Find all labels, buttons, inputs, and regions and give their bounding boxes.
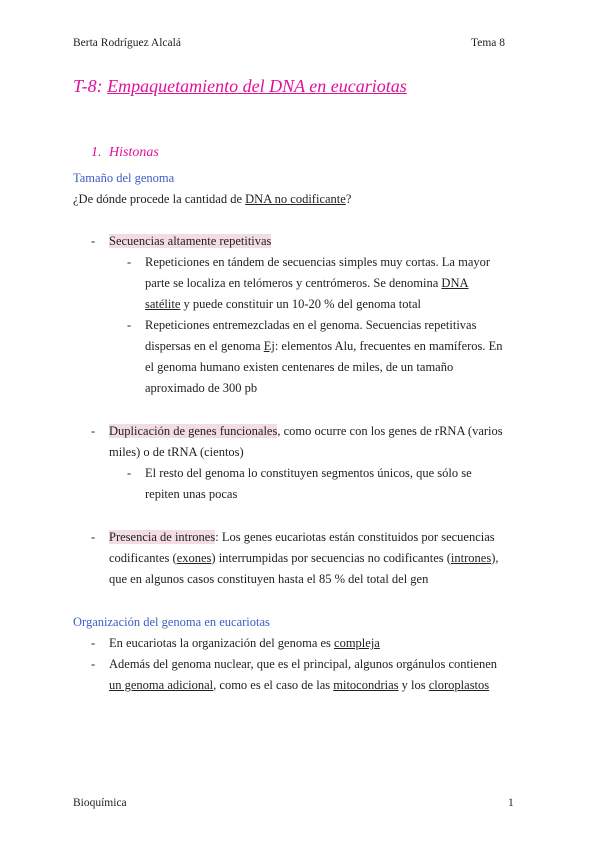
footer-subject: Bioquímica (73, 797, 127, 809)
section-label: Histonas (109, 145, 159, 160)
underlined-exones: exones (176, 551, 212, 565)
sub-tandem-line-1: Repeticiones en tándem de secuencias simples muy cortas. La mayor (145, 255, 491, 269)
text: : elementos Alu, frecuentes en mamíferos. En (274, 339, 503, 353)
question-underlined: DNA no codificante (245, 192, 346, 206)
underlined-cloroplastos: cloroplastos (428, 678, 490, 692)
bullet-dash: - (91, 530, 96, 544)
underlined-compleja: compleja (334, 636, 380, 650)
bullet-dash: - (127, 318, 132, 332)
question-mark: ? (345, 192, 352, 206)
text: : Los genes eucariotas están constituidos por secuencias (215, 530, 495, 544)
sub-interspersed-line-4: aproximado de 300 pb (145, 381, 258, 395)
header-author: Berta Rodríguez Alcalá (73, 37, 181, 49)
sub-unique-line-1: El resto del genoma lo constituyen segmentos únicos, que sólo se (145, 466, 472, 480)
footer-page-number: 1 (508, 797, 514, 809)
underlined-mitocondrias: mitocondrias (333, 678, 399, 692)
sub-tandem-line-2 (145, 273, 469, 294)
text: dispersas en el genoma (145, 339, 264, 353)
sub-interspersed-line-2 (145, 336, 503, 357)
sub-interspersed-line-3: el genoma humano existen centenares de miles, de un tamaño (145, 360, 454, 374)
text: En eucariotas la organización del genoma es (109, 636, 335, 650)
underlined-intrones: intrones (450, 551, 492, 565)
text: parte se localiza en telómeros y centrómeros. Se denomina (145, 276, 442, 290)
bullet-dash: - (91, 424, 96, 438)
section-number: 1. (91, 145, 102, 160)
org-item-2-line-2 (109, 675, 489, 696)
item-introns-line-1 (109, 527, 495, 548)
title-prefix: T-8: (73, 76, 108, 96)
highlight-introns: Presencia de intrones (109, 530, 216, 544)
bullet-dash: - (91, 234, 96, 248)
subheading-genome-size: Tamaño del genoma (73, 171, 175, 185)
item-duplication-line-2: miles) o de tRNA (cientos) (109, 445, 244, 459)
text: ) interrumpidas por secuencias no codificantes ( (211, 551, 451, 565)
text: y los (398, 678, 429, 692)
bullet-dash: - (127, 255, 132, 269)
question-line (73, 189, 351, 210)
underlined-satelite: satélite (145, 297, 181, 311)
subheading-organization: Organización del genoma en eucariotas (73, 615, 270, 629)
sub-interspersed-line-1: Repeticiones entremezcladas en el genoma. Secuencias repetitivas (145, 318, 477, 332)
sub-unique-line-2: repiten unas pocas (145, 487, 238, 501)
item-introns-line-3: que en algunos casos constituyen hasta el 85 % del total del gen (109, 572, 429, 586)
highlight-duplication: Duplicación de genes funcionales (109, 424, 278, 438)
bullet-dash: - (91, 657, 96, 671)
header-topic: Tema 8 (471, 37, 506, 49)
text: , como es el caso de las (213, 678, 334, 692)
highlight-repetitive: Secuencias altamente repetitivas (109, 234, 272, 248)
item-repetitive-label (109, 231, 271, 252)
org-item-1 (109, 633, 380, 654)
item-duplication-line-1 (109, 421, 503, 442)
text: y puede constituir un 10-20 % del genoma total (180, 297, 421, 311)
underlined-ej: Ej (263, 339, 275, 353)
sub-tandem-line-3 (145, 294, 421, 315)
item-introns-line-2 (109, 548, 498, 569)
question-text: ¿De dónde procede la cantidad de (73, 192, 246, 206)
text: codificantes ( (109, 551, 177, 565)
bullet-dash: - (91, 636, 96, 650)
section-heading-histonas (91, 145, 159, 161)
underlined-dna: DNA (441, 276, 469, 290)
page-title (73, 76, 407, 97)
bullet-dash: - (127, 466, 132, 480)
text: ), (491, 551, 499, 565)
org-item-2-line-1: Además del genoma nuclear, que es el principal, algunos orgánulos contienen (109, 657, 498, 671)
title-main: Empaquetamiento del DNA en eucariotas (107, 76, 407, 96)
text: , como ocurre con los genes de rRNA (varios (277, 424, 503, 438)
underlined-genoma-adicional: un genoma adicional (109, 678, 214, 692)
